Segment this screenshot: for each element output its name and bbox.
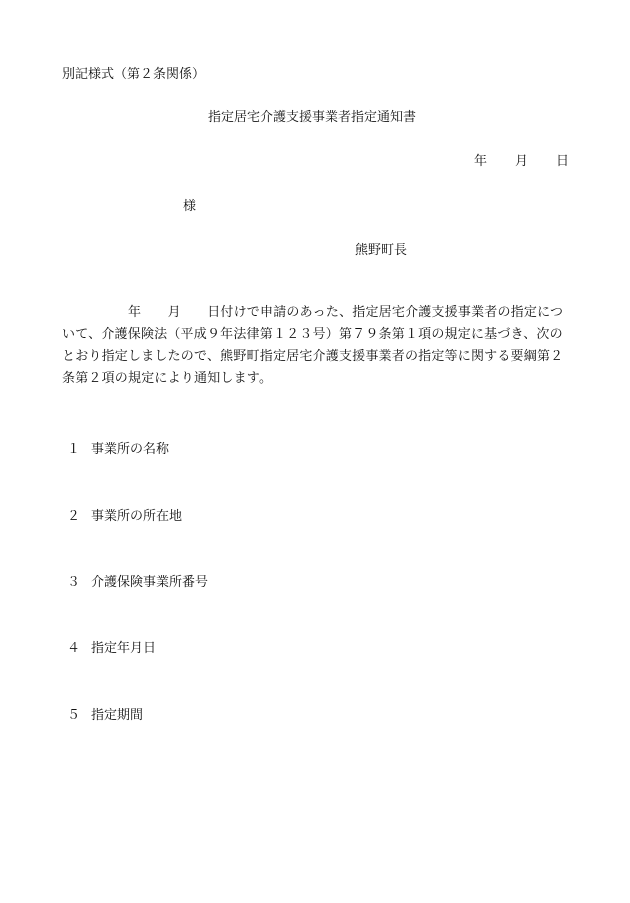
body-line: とおり指定しましたので、熊野町指定居宅介護支援事業者の指定等に関する要綱第２ — [62, 349, 564, 364]
item-number: ５ — [67, 708, 81, 723]
item-number: ４ — [67, 641, 81, 656]
item-label: 指定年月日 — [91, 641, 157, 656]
item-number: １ — [67, 442, 81, 457]
item-label: 事業所の所在地 — [91, 509, 183, 524]
body-line: いて、介護保険法（平成９年法律第１２３号）第７９条第１項の規定に基づき、次の — [62, 327, 563, 342]
list-item — [67, 442, 169, 458]
date-day: 日 — [556, 154, 570, 169]
list-item — [67, 509, 182, 525]
body-line: 年 月 日付けで申請のあった、指定居宅介護支援事業者の指定につ — [62, 305, 564, 320]
date-month: 月 — [515, 154, 529, 169]
form-label: 別記様式（第２条関係） — [62, 67, 206, 82]
issuer: 熊野町長 — [355, 243, 408, 258]
item-label: 事業所の名称 — [91, 442, 170, 457]
date-year: 年 — [474, 154, 488, 169]
addressee-suffix: 様 — [183, 199, 197, 214]
item-label: 指定期間 — [91, 708, 144, 723]
document-title: 指定居宅介護支援事業者指定通知書 — [208, 110, 417, 125]
list-item — [67, 708, 143, 724]
item-number: ３ — [67, 575, 81, 590]
item-label: 介護保険事業所番号 — [91, 575, 209, 590]
body-paragraph — [62, 305, 582, 393]
body-line: 条第２項の規定により通知します。 — [62, 371, 273, 386]
item-number: ２ — [67, 509, 81, 524]
list-item — [67, 641, 156, 657]
list-item — [67, 575, 208, 591]
